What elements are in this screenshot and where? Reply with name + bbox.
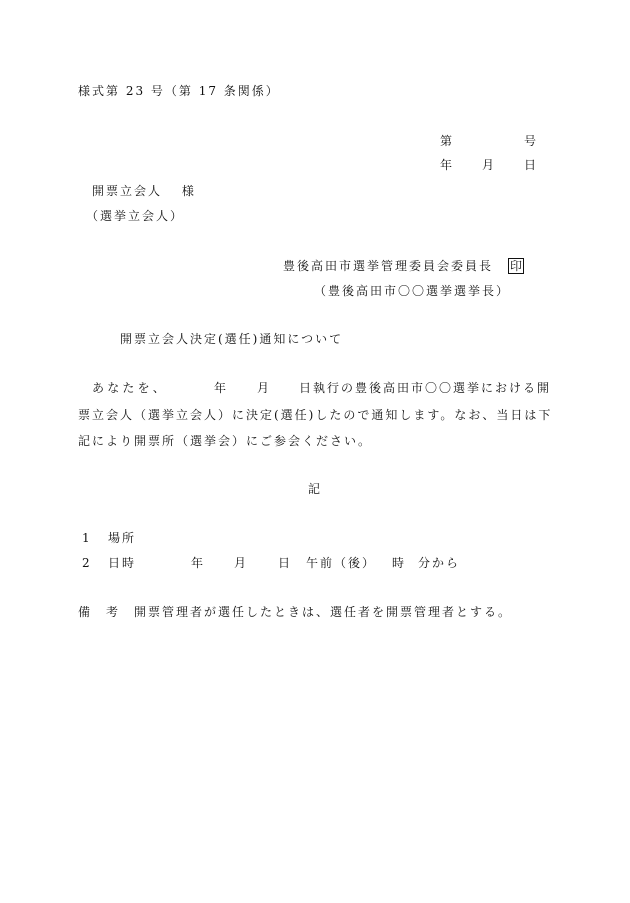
remarks-text: 開票管理者が選任したときは、選任者を開票管理者とする。 bbox=[134, 605, 513, 619]
body-line2: 票立会人（選挙立会人）に決定(選任)したので通知します。なお、当日は下 bbox=[78, 408, 553, 422]
item2-number: 2 bbox=[82, 556, 92, 570]
body-line1-rest: 日執行の豊後高田市〇〇選挙における開 bbox=[299, 381, 552, 395]
remarks-label: 備 考 bbox=[78, 605, 121, 619]
date-day: 日 bbox=[524, 158, 539, 172]
item2-year: 年 bbox=[191, 556, 206, 570]
body-line1-year: 年 bbox=[214, 381, 229, 395]
item2-label: 日時 bbox=[108, 556, 137, 570]
number-prefix: 第 bbox=[440, 134, 455, 148]
item2-day: 日 bbox=[278, 556, 293, 570]
seal-mark bbox=[508, 258, 524, 274]
item2-minute: 分から bbox=[418, 556, 461, 570]
sender-title: 豊後高田市選挙管理委員会委員長 bbox=[283, 259, 494, 273]
body-line1-start: あなたを、 bbox=[92, 381, 169, 395]
number-suffix: 号 bbox=[524, 134, 539, 148]
body-line3: 記により開票所（選挙会）にご参会ください。 bbox=[78, 434, 373, 448]
addressee-name: 開票立会人 様 bbox=[92, 184, 196, 198]
sender-sub: （豊後高田市〇〇選挙選挙長） bbox=[314, 284, 511, 298]
item1-label: 場所 bbox=[108, 531, 137, 545]
item2-ampm: 午前（後） bbox=[306, 556, 377, 570]
form-label: 様式第 23 号（第 17 条関係） bbox=[78, 84, 280, 98]
item2-hour: 時 bbox=[392, 556, 407, 570]
body-line1-month: 月 bbox=[257, 381, 272, 395]
seal-text: 印 bbox=[510, 259, 523, 273]
addressee-sub: （選挙立会人） bbox=[86, 209, 185, 223]
subject-line: 開票立会人決定(選任)通知について bbox=[120, 332, 344, 346]
date-year: 年 bbox=[440, 158, 455, 172]
item1-number: 1 bbox=[82, 531, 92, 545]
ki-heading: 記 bbox=[308, 482, 323, 496]
date-month: 月 bbox=[482, 158, 497, 172]
item2-month: 月 bbox=[234, 556, 249, 570]
